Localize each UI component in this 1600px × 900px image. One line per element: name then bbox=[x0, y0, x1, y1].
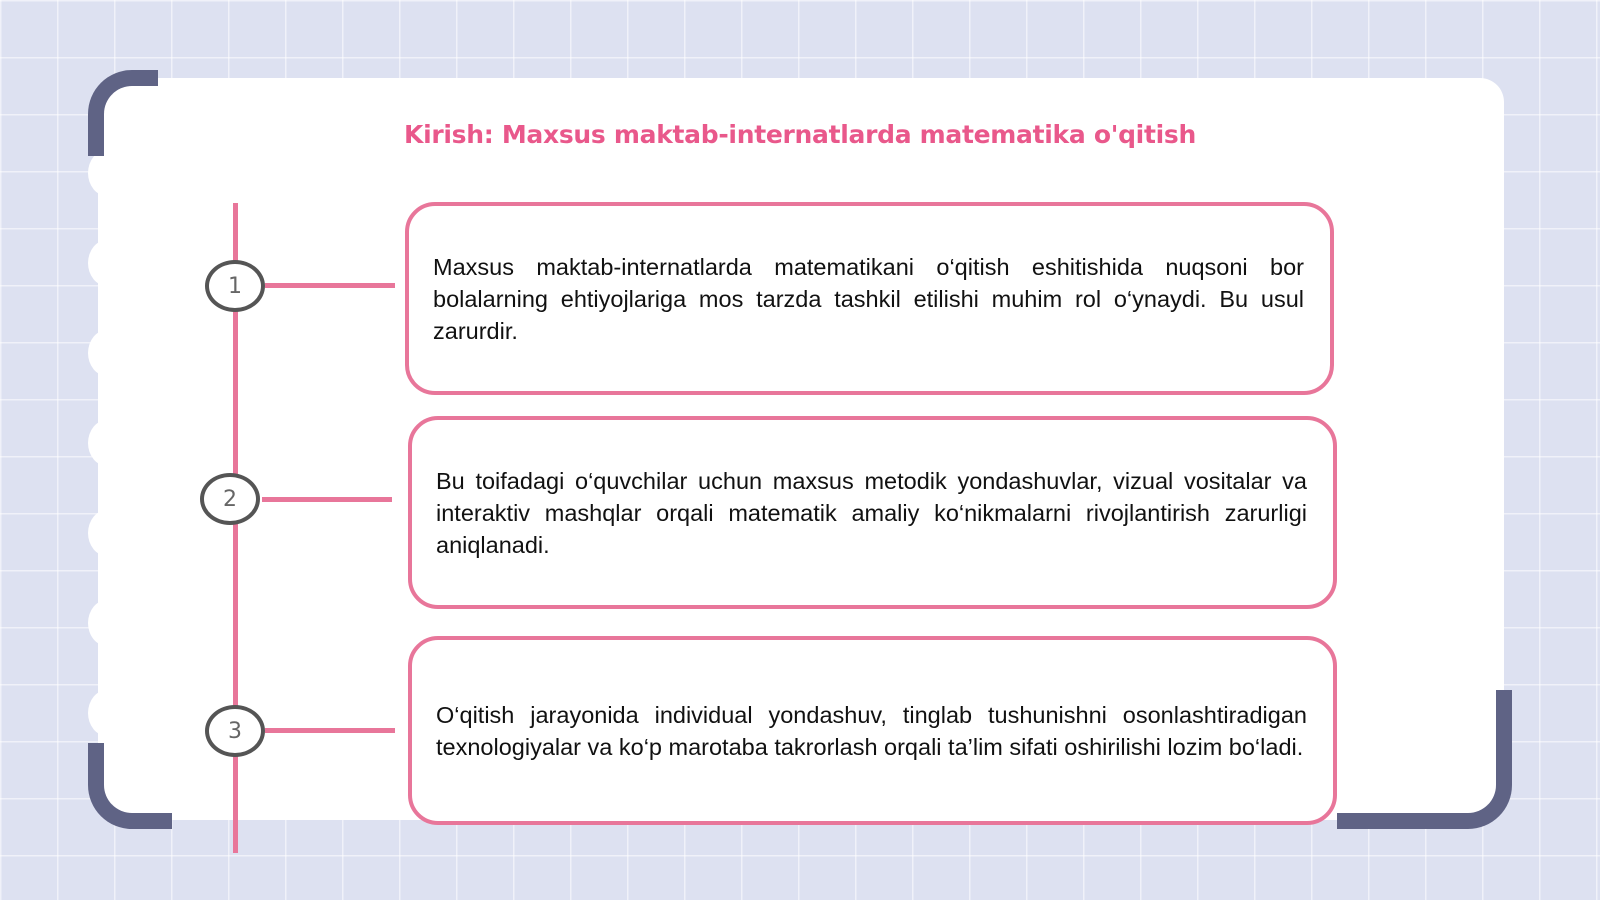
corner-bracket-bottom-left bbox=[88, 743, 172, 829]
timeline-card-1 bbox=[405, 202, 1334, 395]
timeline-number-2: 2 bbox=[200, 473, 260, 525]
timeline-card-text: O‘qitish jarayonida individual yondashuv, tinglab tushunishni osonlashtiradigan texnologiyalar va ko‘p marotaba takrorlash orqali ta’lim sifati oshirilishi lozim bo‘ladi. bbox=[436, 701, 1307, 760]
timeline-connector bbox=[265, 283, 395, 288]
timeline-connector bbox=[265, 728, 395, 733]
timeline-number-3: 3 bbox=[205, 705, 265, 757]
paper-scallop bbox=[88, 690, 126, 736]
timeline-card-text: Bu toifadagi o‘quvchilar uchun maxsus metodik yondashuvlar, vizual vositalar va interaktiv mashqlar orqali matematik amaliy ko‘nikmalarni rivojlantirish zarurligi aniqlanadi. bbox=[436, 467, 1307, 558]
paper-scallop bbox=[88, 600, 126, 646]
paper-scallop bbox=[88, 420, 126, 466]
timeline-connector bbox=[262, 497, 392, 502]
corner-bracket-bottom-right bbox=[1337, 690, 1512, 829]
paper-scallop bbox=[88, 330, 126, 376]
paper-scallop bbox=[88, 240, 126, 286]
timeline-card-3 bbox=[408, 636, 1337, 825]
timeline-card-text: Maxsus maktab-internatlarda matematikani o‘qitish eshitishida nuqsoni bor bolalarning ehtiyojlariga mos tarzda tashkil etilishi muhim rol o‘ynaydi. Bu usul zarurdir. bbox=[433, 253, 1304, 344]
paper-scallop bbox=[88, 150, 126, 196]
slide-title: Kirish: Maxsus maktab-internatlarda matematika o'qitish bbox=[404, 120, 1196, 149]
timeline-number-1: 1 bbox=[205, 260, 265, 312]
paper-scallop bbox=[88, 510, 126, 556]
corner-bracket-top-left bbox=[88, 70, 158, 156]
timeline-card-2 bbox=[408, 416, 1337, 609]
